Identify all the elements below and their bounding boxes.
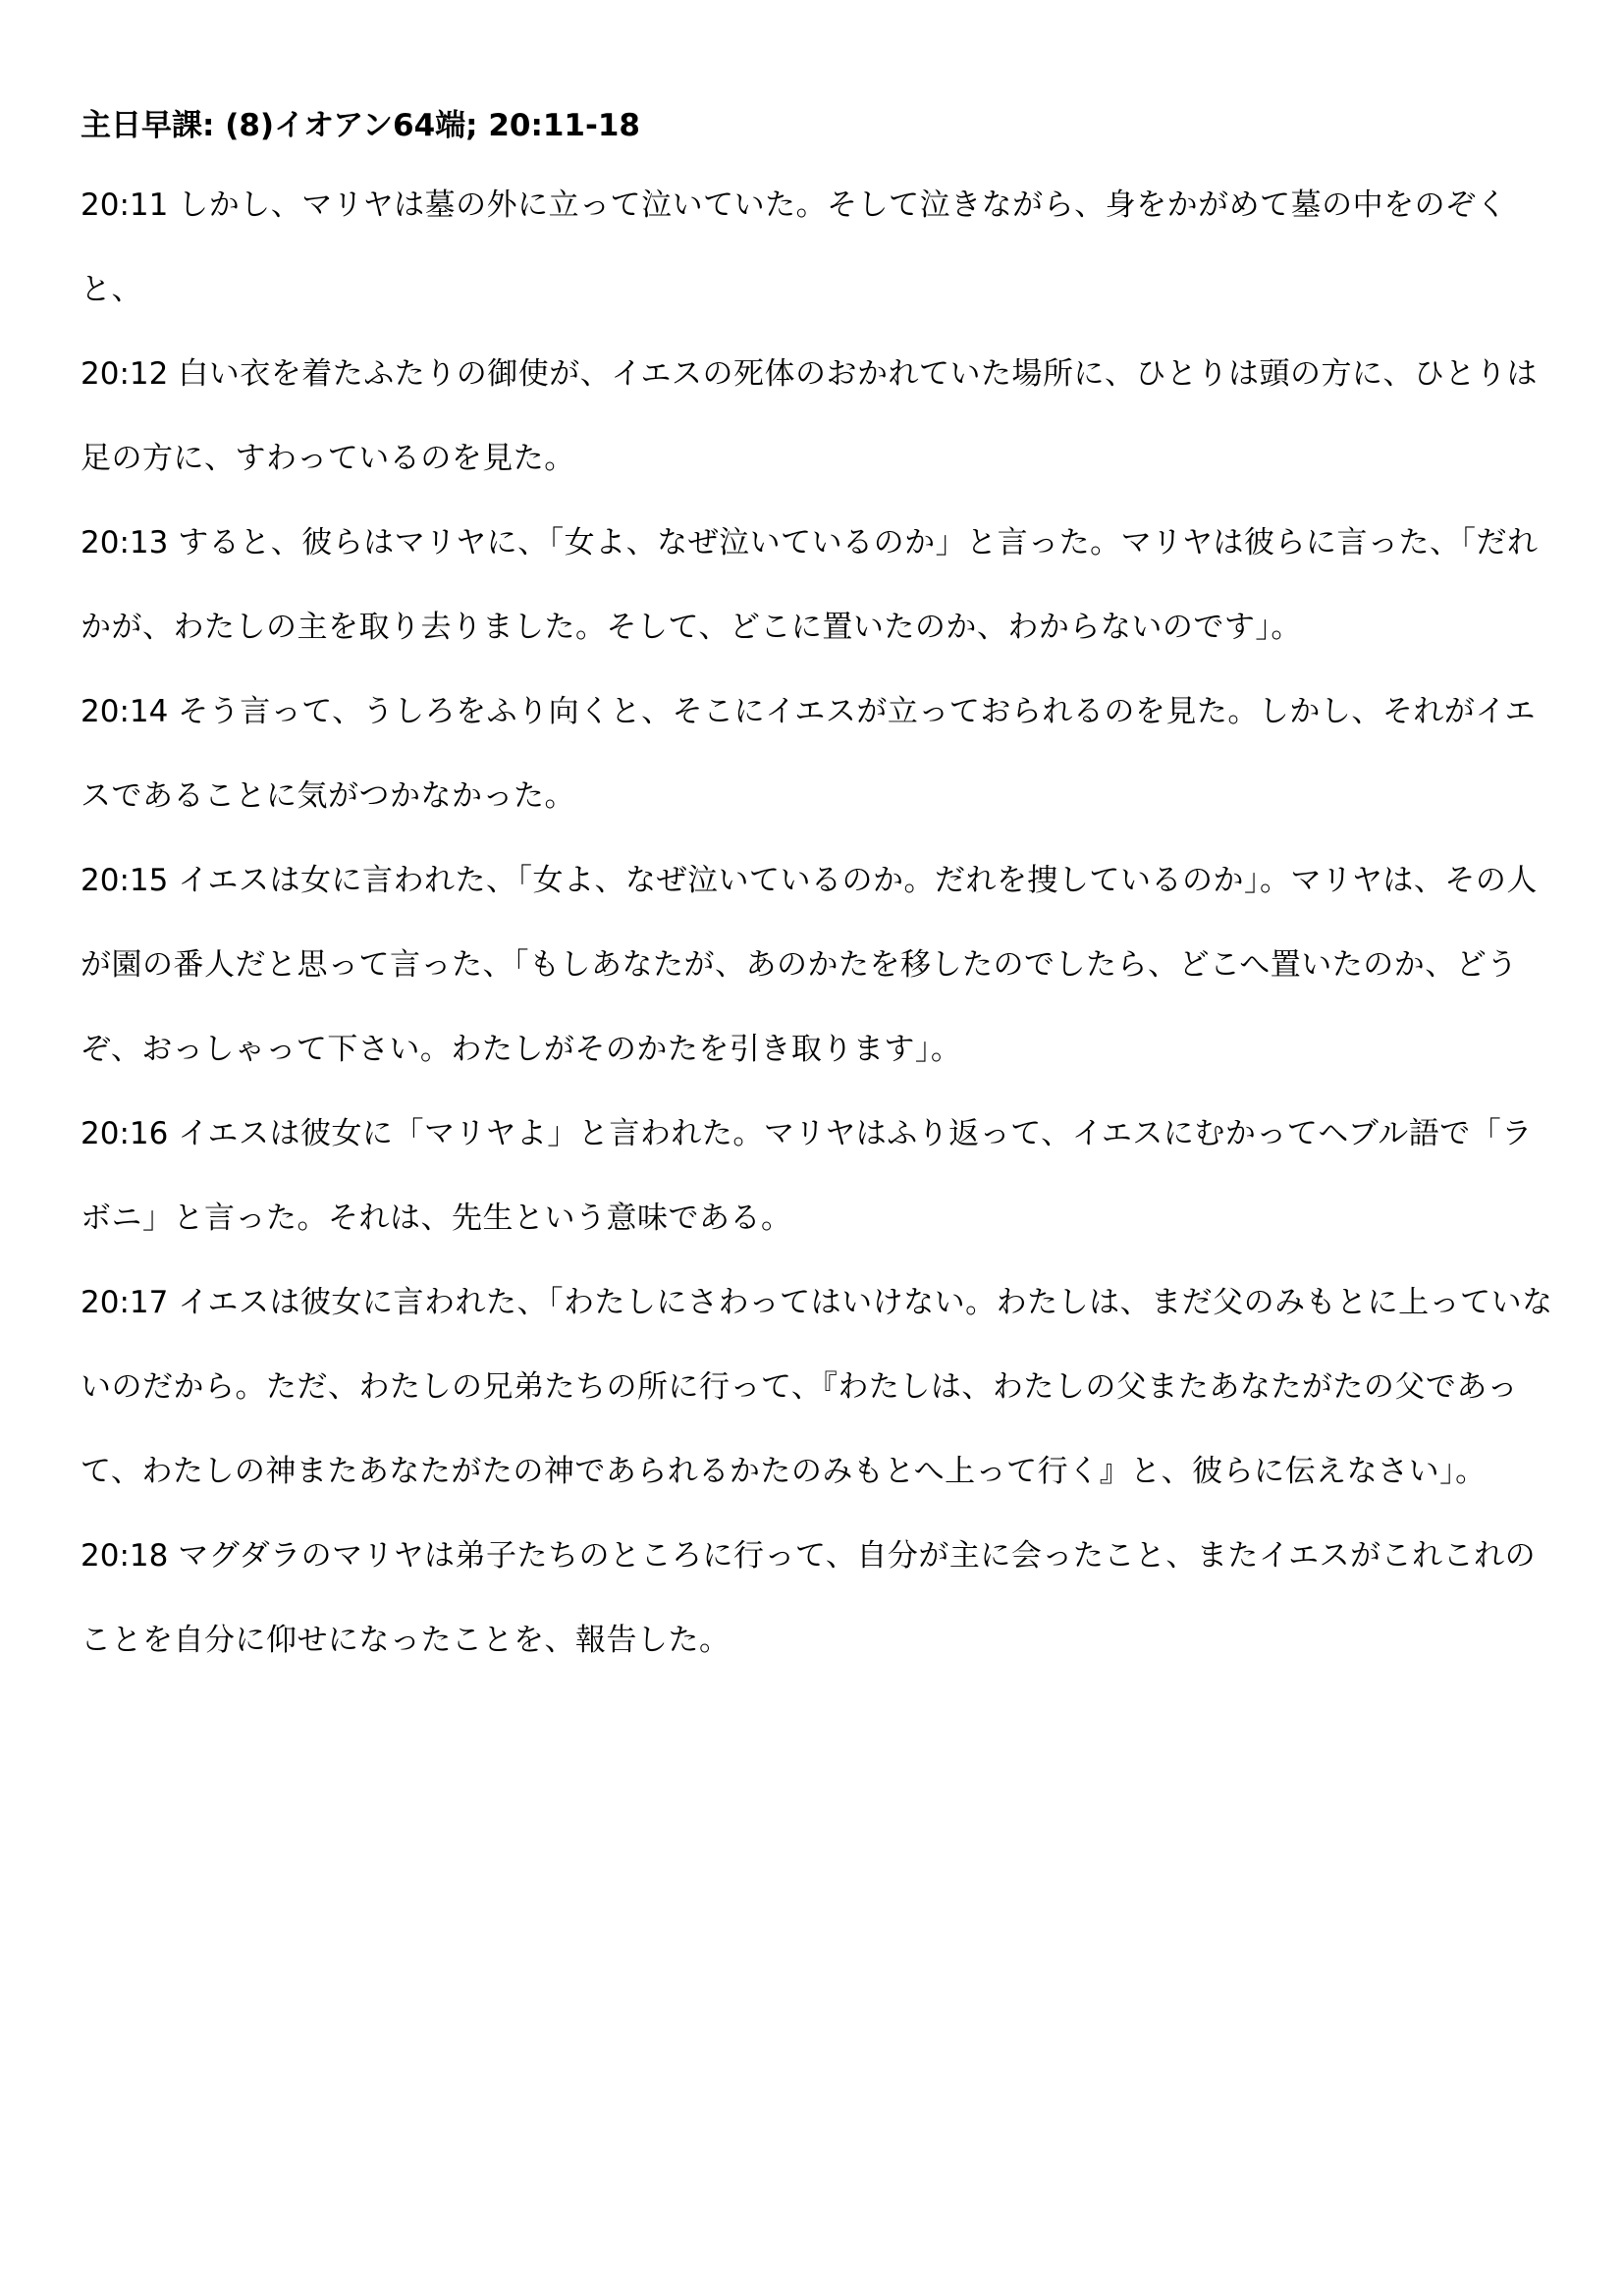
verse-text: イエスは彼女に「マリヤよ」と言われた。マリヤはふり返って、イエスにむかってヘブル語で「ラボニ」と言った。それは、先生という意味である。 [81, 1116, 1533, 1236]
verse-ref: 20:13 [81, 525, 169, 561]
verse-text: すると、彼らはマリヤに、「女よ、なぜ泣いているのか」と言った。マリヤは彼らに言った、「だれかが、わたしの主を取り去りました。そして、どこに置いたのか、わからないのです」。 [81, 525, 1539, 645]
document-page [81, 96, 1553, 1682]
verse-text: そう言って、うしろをふり向くと、そこにイエスが立っておられるのを見た。しかし、それがイエスであることに気がつかなかった。 [81, 694, 1537, 814]
verse-ref: 20:16 [81, 1116, 169, 1151]
verse-text: しかし、マリヤは墓の外に立って泣いていた。そして泣きながら、身をかがめて墓の中をのぞくと、 [81, 187, 1508, 307]
verse-ref: 20:15 [81, 863, 169, 898]
verse-20-12 [81, 332, 1553, 501]
verse-ref: 20:18 [81, 1538, 169, 1574]
verse-text: イエスは彼女に言われた、「わたしにさわってはいけない。わたしは、まだ父のみもとに上っていないのだから。ただ、わたしの兄弟たちの所に行って、『わたしは、わたしの父またあなたがたの父であって、わたしの神またあなたがたの神であられるかたのみもとへ上って行く』と、彼らに伝えなさい」。 [81, 1285, 1553, 1489]
verse-text: マグダラのマリヤは弟子たちのところに行って、自分が主に会ったこと、またイエスがこれこれのことを自分に仰せになったことを、報告した。 [81, 1538, 1537, 1658]
verse-20-14 [81, 669, 1553, 838]
verse-20-16 [81, 1092, 1553, 1260]
verse-ref: 20:12 [81, 356, 169, 392]
verse-20-18 [81, 1514, 1553, 1682]
verse-ref: 20:14 [81, 694, 169, 729]
page-title: 主日早課: (8)イオアン64端; 20:11-18 [81, 108, 641, 143]
verse-20-17 [81, 1260, 1553, 1514]
verse-20-15 [81, 838, 1553, 1092]
verse-ref: 20:11 [81, 187, 169, 223]
verse-ref: 20:17 [81, 1285, 169, 1320]
verse-text: イエスは女に言われた、「女よ、なぜ泣いているのか。だれを捜しているのか」。マリヤは、その人が園の番人だと思って言った、「もしあなたが、あのかたを移したのでしたら、どこへ置いたのか、どうぞ、おっしゃって下さい。わたしがそのかたを引き取ります」。 [81, 863, 1538, 1067]
verse-20-11 [81, 163, 1553, 332]
verse-text: 白い衣を着たふたりの御使が、イエスの死体のおかれていた場所に、ひとりは頭の方に、ひとりは足の方に、すわっているのを見た。 [81, 356, 1538, 476]
verse-20-13 [81, 501, 1553, 669]
